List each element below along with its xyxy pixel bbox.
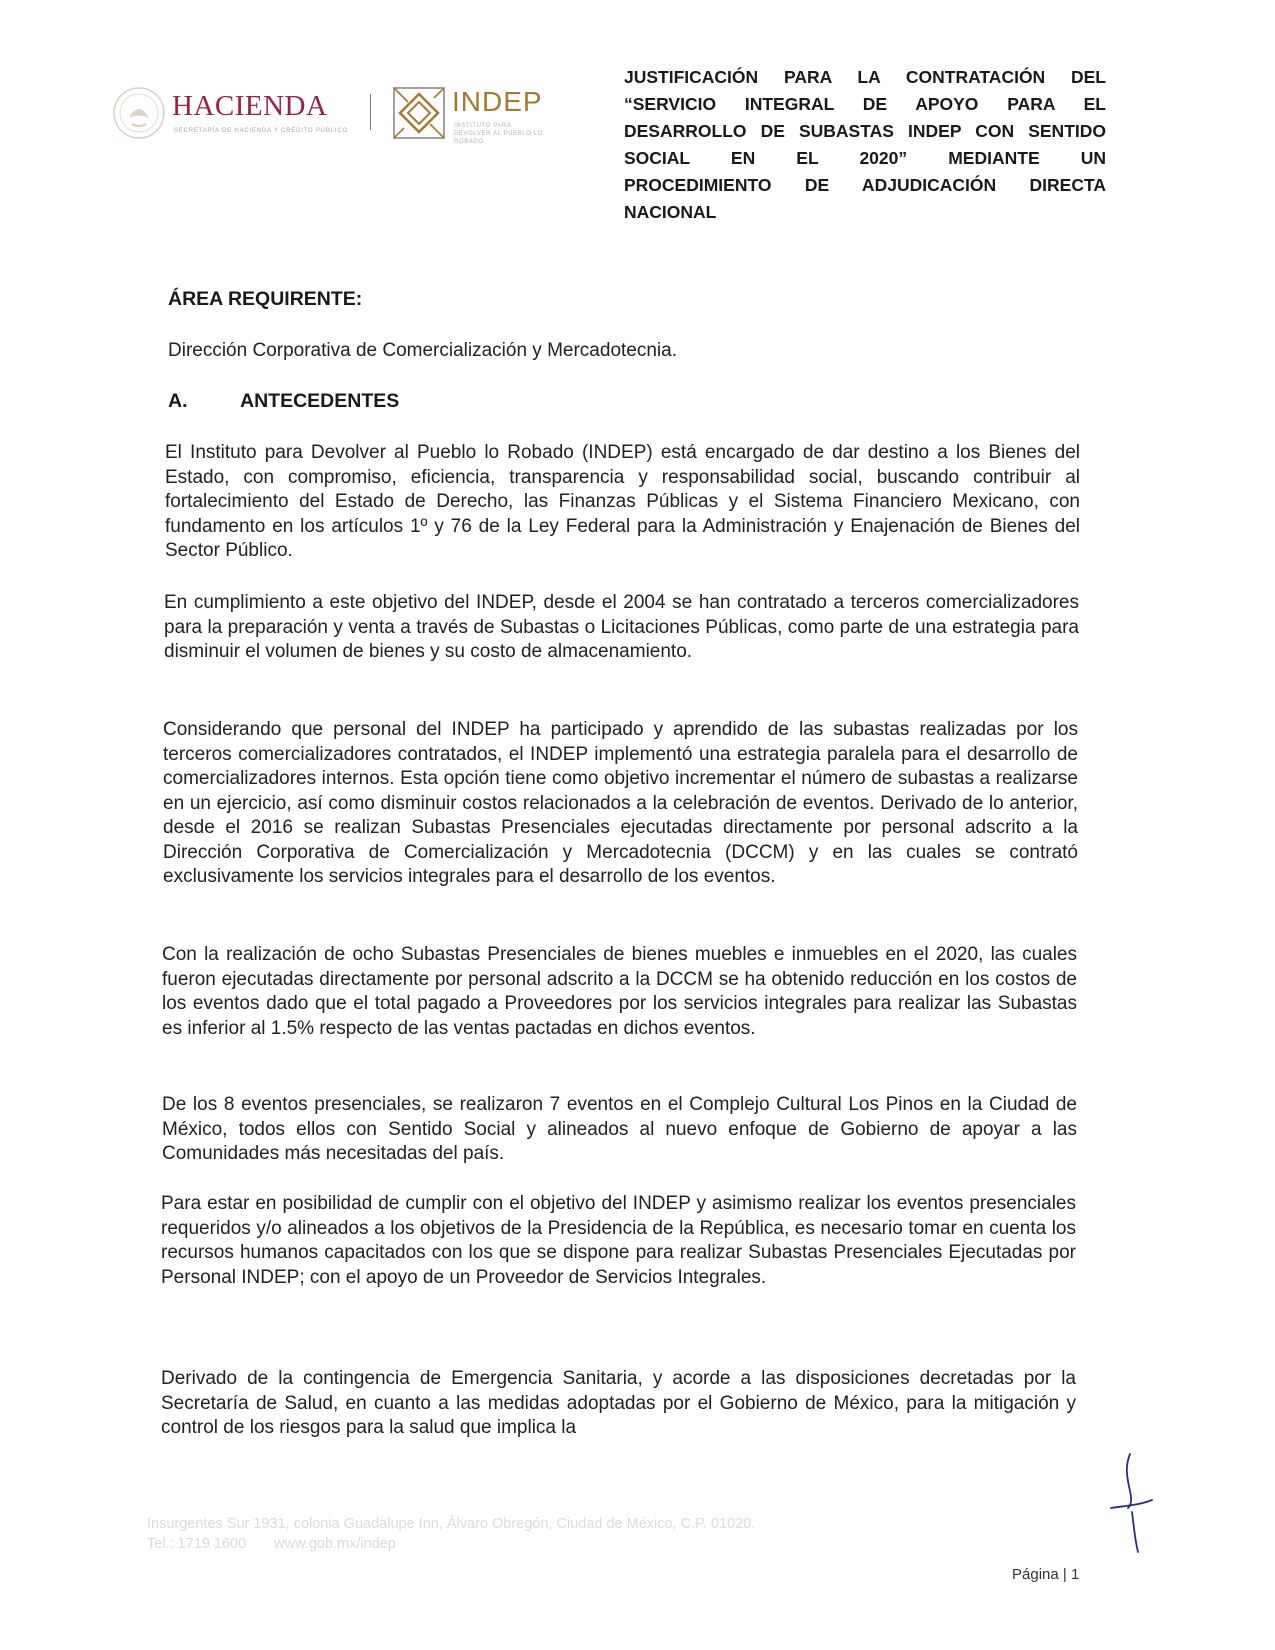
indep-logo-text: INDEP bbox=[452, 86, 543, 117]
body-paragraph: Derivado de la contingencia de Emergencia Sanitaria, y acorde a las disposiciones decretadas por la Secretaría de Salud, en cuanto a las medidas adoptadas por el Gobierno de México, para la mitigación y control de los riesgos para la salud que implica la bbox=[161, 1368, 1076, 1438]
body-paragraph: Para estar en posibilidad de cumplir con el objetivo del INDEP y asimismo realizar los eventos presenciales requeridos y/o alineados a los objetivos de la Presidencia de la República, es necesario tomar en cuenta los recursos humanos capacitados con los que se dispone para realizar Subastas Presenciales Ejecutadas por Personal INDEP; con el apoyo de un Proveedor de Servicios Integrales. bbox=[161, 1193, 1076, 1288]
document-title-line: JUSTIFICACIÓN PARA LA CONTRATACIÓN DEL bbox=[624, 67, 1106, 87]
indep-logo-icon bbox=[392, 86, 446, 140]
section-heading bbox=[168, 390, 399, 413]
footer-website-link[interactable]: www.gob.mx/indep bbox=[274, 1536, 396, 1552]
section-letter: A. bbox=[168, 390, 188, 412]
header-logos bbox=[112, 82, 562, 152]
body-paragraph: El Instituto para Devolver al Pueblo lo Robado (INDEP) está encargado de dar destino a los Bienes del Estado, con compromiso, eficiencia, transparencia y responsabilidad social, buscando contribuir al fortalecimiento del Estado de Derecho, las Finanzas Públicas y el Sistema Financiero Mexicano, con fundamento en los artículos 1º y 76 de la Ley Federal para la Administración y Enajenación de Bienes del Sector Público. bbox=[165, 442, 1080, 561]
body-paragraph: De los 8 eventos presenciales, se realizaron 7 eventos en el Complejo Cultural Los Pinos en la Ciudad de México, todos ellos con Sentido Social y alineados al nuevo enfoque de Gobierno de apoyar a las Comunidades más necesitadas del país. bbox=[162, 1094, 1077, 1164]
body-paragraph: Con la realización de ocho Subastas Presenciales de bienes muebles e inmuebles en el 2020, las cuales fueron ejecutadas directamente por personal adscrito a la DCCM se ha obtenido reducción en los costos de los eventos dado que el total pagado a Proveedores por los servicios integrales para realizar las Subastas es inferior al 1.5% respecto de las ventas pactadas en dichos eventos. bbox=[162, 944, 1077, 1039]
handwritten-signature bbox=[1108, 1448, 1158, 1556]
document-title-line: “SERVICIO INTEGRAL DE APOYO PARA EL bbox=[624, 94, 1106, 114]
body-paragraph: Considerando que personal del INDEP ha participado y aprendido de las subastas realizadas por los terceros comercializadores contratados, el INDEP implementó una estrategia paralela para el desarrollo de comercializadores internos. Esta opción tiene como objetivo incrementar el número de subastas a realizarse en un ejercicio, así como disminuir costos relacionados a la celebración de eventos. Derivado de lo anterior, desde el 2016 se realizan Subastas Presenciales ejecutadas directamente por personal adscrito a la Dirección Corporativa de Comercialización y Mercadotecnia (DCCM) y en las cuales se contrató exclusivamente los servicios integrales para el desarrollo de los eventos. bbox=[163, 719, 1078, 887]
document-title-line: PROCEDIMIENTO DE ADJUDICACIÓN DIRECTA bbox=[624, 175, 1106, 195]
hacienda-logo-text: HACIENDA bbox=[172, 90, 328, 122]
body-paragraph: En cumplimiento a este objetivo del INDEP, desde el 2004 se han contratado a terceros comercializadores para la preparación y venta a través de Subastas o Licitaciones Públicas, como parte de una estrategia para disminuir el volumen de bienes y su costo de almacenamiento. bbox=[164, 592, 1079, 662]
footer-address: Insurgentes Sur 1931, colonia Guadalupe Inn, Álvaro Obregón, Ciudad de México, C.P. 01020. bbox=[147, 1516, 756, 1532]
indep-logo-subtitle: INSTITUTO PARA DEVOLVER AL PUEBLO LO ROBADO bbox=[454, 123, 543, 145]
document-title-line: DESARROLLO DE SUBASTAS INDEP CON SENTIDO bbox=[624, 121, 1106, 141]
coat-of-arms-seal-icon bbox=[112, 86, 166, 140]
hacienda-logo-subtitle: SECRETARÍA DE HACIENDA Y CRÉDITO PÚBLICO bbox=[174, 128, 348, 134]
document-title-line: SOCIAL EN EL 2020” MEDIANTE UN bbox=[624, 148, 1106, 168]
area-requirente-value: Dirección Corporativa de Comercialización y Mercadotecnia. bbox=[168, 340, 677, 361]
logo-divider bbox=[370, 94, 371, 130]
footer-contact bbox=[147, 1534, 755, 1554]
section-title: ANTECEDENTES bbox=[240, 390, 400, 412]
page-footer bbox=[147, 1514, 755, 1554]
page-number: Página | 1 bbox=[1012, 1566, 1080, 1583]
area-requirente-label: ÁREA REQUIRENTE: bbox=[168, 288, 363, 310]
document-title bbox=[624, 64, 1106, 226]
document-title-line: NACIONAL bbox=[624, 202, 717, 222]
footer-phone: Tel.: 1719 1600 bbox=[147, 1536, 247, 1552]
